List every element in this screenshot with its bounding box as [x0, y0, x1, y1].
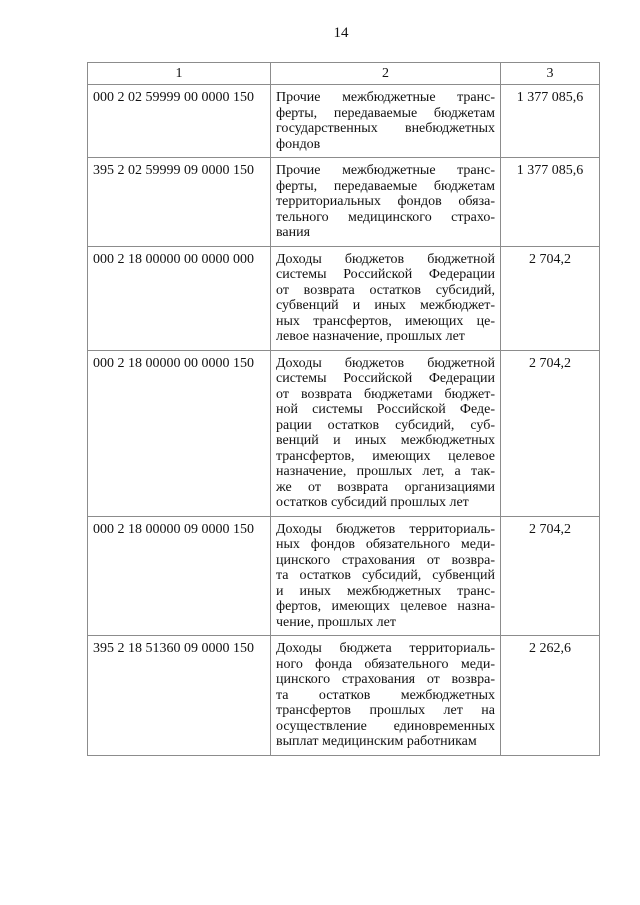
table-row: [88, 636, 600, 756]
budget-code: 000 2 18 00000 09 0000 150: [88, 516, 271, 636]
page-number: 14: [333, 25, 349, 41]
description-line: вания: [276, 225, 311, 240]
description: [271, 158, 501, 247]
description: [271, 516, 501, 636]
description-line: ных фондов обязательного меди-: [276, 537, 495, 552]
description-line: фондов: [276, 136, 321, 152]
description-line: тельного медицинского страхо-: [276, 209, 495, 225]
description-line: трансфертов прошлых лет на: [276, 703, 495, 718]
description-line: Доходы бюджета территориаль-: [276, 641, 495, 656]
description-line: ферты, передаваемые бюджетам: [276, 178, 495, 194]
table-row: [88, 516, 600, 636]
budget-code: 000 2 02 59999 00 0000 150: [88, 85, 271, 158]
description-line: ной системы Российской Феде-: [276, 402, 495, 417]
description-line: и иных межбюджетных транс-: [276, 583, 495, 599]
description-line: назначение, прошлых лет, а так-: [276, 464, 495, 479]
budget-table: [87, 62, 600, 756]
description-line: осуществление единовременных: [276, 718, 495, 734]
table-row: [88, 158, 600, 247]
description-line: левое назначение, прошлых лет: [276, 329, 465, 344]
amount: 2 704,2: [501, 246, 600, 350]
description-line: цинского страхования от возвра-: [276, 552, 495, 568]
description-line: территориальных фондов обяза-: [276, 194, 495, 209]
description-line: Прочие межбюджетные транс-: [276, 90, 495, 105]
description-line: фертов, имеющих целевое назна-: [276, 599, 495, 614]
budget-code: 000 2 18 00000 00 0000 150: [88, 350, 271, 516]
description-line: выплат медицинским работникам: [276, 734, 477, 749]
amount: 1 377 085,6: [501, 158, 600, 247]
budget-code: 395 2 18 51360 09 0000 150: [88, 636, 271, 756]
description-line: Прочие межбюджетные транс-: [276, 163, 495, 178]
description: [271, 246, 501, 350]
amount: 2 704,2: [501, 516, 600, 636]
amount: 2 262,6: [501, 636, 600, 756]
description-line: венций и иных межбюджетных: [276, 433, 495, 448]
description-line: та остатков субсидий, субвенций: [276, 568, 495, 583]
description-line: системы Российской Федерации: [276, 371, 495, 386]
description-line: трансфертов, имеющих целевое: [276, 448, 495, 464]
header-col-3: 3: [501, 63, 600, 85]
description: [271, 636, 501, 756]
description-line: государственных внебюджетных: [276, 121, 495, 136]
amount: 2 704,2: [501, 350, 600, 516]
description-line: субвенций и иных межбюджет-: [276, 298, 495, 313]
description-line: ных трансфертов, имеющих це-: [276, 313, 495, 329]
description-line: ного фонда обязательного меди-: [276, 656, 495, 672]
description-line: чение, прошлых лет: [276, 614, 396, 630]
description-line: Доходы бюджетов бюджетной: [276, 355, 495, 371]
header-col-2: 2: [271, 63, 501, 85]
description-line: цинского страхования от возвра-: [276, 672, 495, 687]
description-line: рации остатков субсидий, суб-: [276, 417, 495, 433]
description-line: системы Российской Федерации: [276, 267, 495, 282]
description: [271, 85, 501, 158]
description-line: от возврата остатков субсидий,: [276, 282, 495, 298]
description-line: Доходы бюджетов бюджетной: [276, 251, 495, 267]
table-row: [88, 246, 600, 350]
table-row: [88, 350, 600, 516]
description-line: Доходы бюджетов территориаль-: [276, 521, 495, 537]
description-line: остатков субсидий прошлых лет: [276, 495, 469, 510]
description-line: от возврата бюджетами бюджет-: [276, 386, 495, 402]
table-row: [88, 85, 600, 158]
description-line: та остатков межбюджетных: [276, 687, 495, 703]
table-header-row: [88, 63, 600, 85]
amount: 1 377 085,6: [501, 85, 600, 158]
description: [271, 350, 501, 516]
header-col-1: 1: [88, 63, 271, 85]
budget-code: 395 2 02 59999 09 0000 150: [88, 158, 271, 247]
description-line: же от возврата организациями: [276, 479, 495, 495]
budget-code: 000 2 18 00000 00 0000 000: [88, 246, 271, 350]
description-line: ферты, передаваемые бюджетам: [276, 105, 495, 121]
